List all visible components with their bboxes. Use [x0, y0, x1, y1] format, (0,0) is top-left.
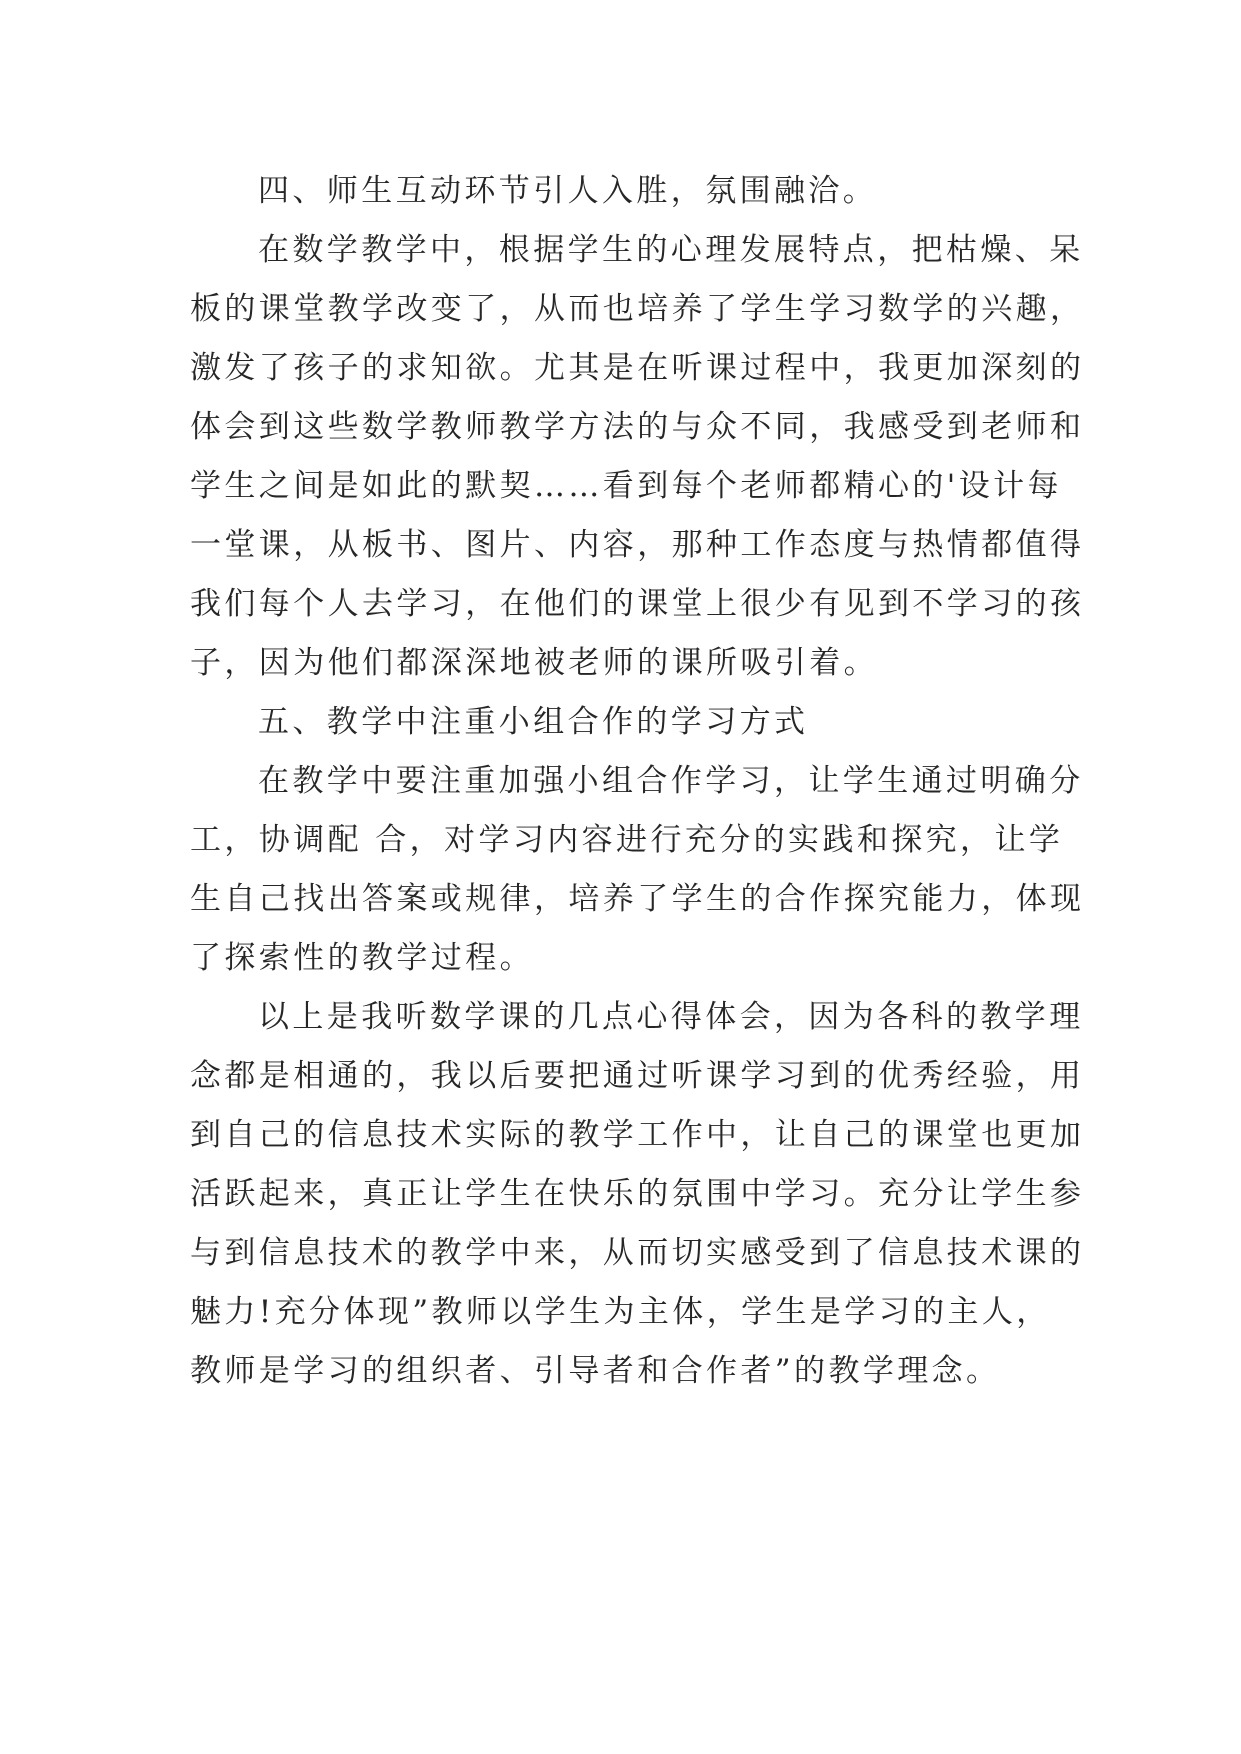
paragraph-3: [190, 988, 1085, 1401]
text-line: 在教学中要注重加强小组合作学习，让学生通过明确分: [258, 763, 1084, 799]
text-line: 教师是学习的组织者、引导者和合作者”的教学理念。: [190, 1353, 1001, 1389]
text-line: 与到信息技术的教学中来，从而切实感受到了信息技术课的: [190, 1235, 1085, 1271]
paragraph-1: [190, 221, 1085, 693]
text-line: 板的课堂教学改变了，从而也培养了学生学习数学的兴趣，: [190, 291, 1085, 327]
text-line: 活跃起来，真正让学生在快乐的氛围中学习。充分让学生参: [190, 1176, 1085, 1212]
text-line: 在数学教学中，根据学生的心理发展特点，把枯燥、呆: [258, 232, 1084, 268]
text-line: 五、教学中注重小组合作的学习方式: [258, 704, 809, 740]
text-line: 以上是我听数学课的几点心得体会，因为各科的教学理: [258, 999, 1084, 1035]
text-line: 工，协调配 合，对学习内容进行充分的实践和探究，让学: [190, 822, 1064, 858]
text-line: 我们每个人去学习，在他们的课堂上很少有见到不学习的孩: [190, 586, 1085, 622]
text-line: 了探索性的教学过程。: [190, 940, 534, 976]
text-line: 到自己的信息技术实际的教学工作中，让自己的课堂也更加: [190, 1117, 1085, 1153]
text-line: 魅力!充分体现”教师以学生为主体，学生是学习的主人，: [190, 1294, 1051, 1330]
text-line: 生自己找出答案或规律，培养了学生的合作探究能力，体现: [190, 881, 1085, 917]
section-heading-5: [190, 693, 1060, 752]
text-line: 体会到这些数学教师教学方法的与众不同，我感受到老师和: [190, 409, 1085, 445]
section-heading-4: [190, 162, 1060, 221]
text-line: 激发了孩子的求知欲。尤其是在听课过程中，我更加深刻的: [190, 350, 1085, 386]
text-line: 学生之间是如此的默契……看到每个老师都精心的'设计每: [190, 468, 1062, 504]
document-body: [190, 162, 1085, 1401]
text-line: 子，因为他们都深深地被老师的课所吸引着。: [190, 645, 878, 681]
text-line: 四、师生互动环节引人入胜，氛围融洽。: [258, 173, 878, 209]
text-line: 一堂课，从板书、图片、内容，那种工作态度与热情都值得: [190, 527, 1085, 563]
paragraph-2: [190, 752, 1085, 988]
text-line: 念都是相通的，我以后要把通过听课学习到的优秀经验，用: [190, 1058, 1085, 1094]
